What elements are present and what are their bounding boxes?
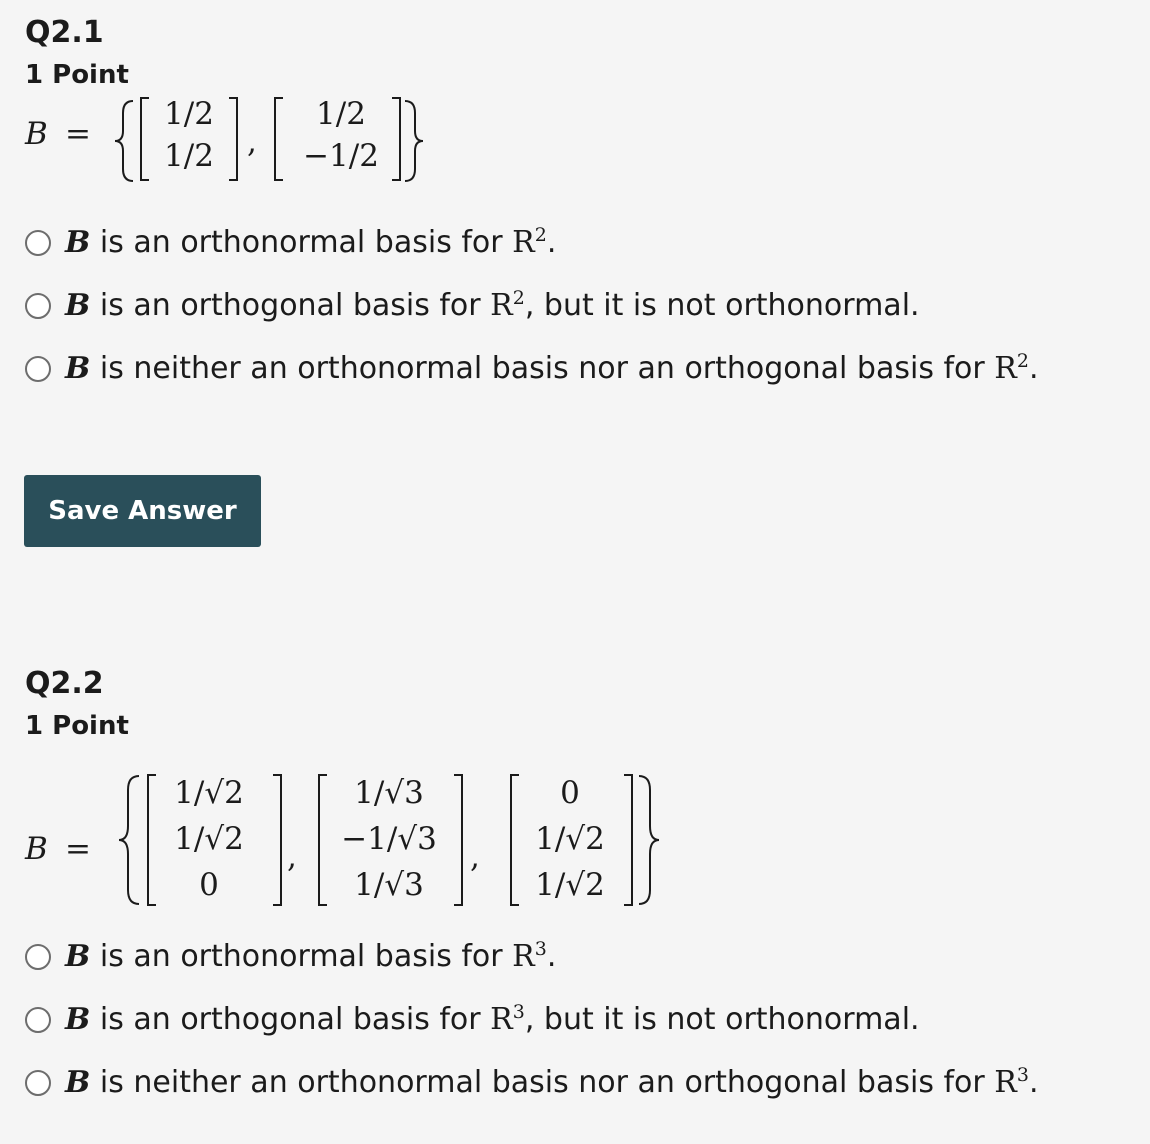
question-title: Q2.2 <box>25 666 104 701</box>
left-brace-icon <box>113 99 135 183</box>
answer-option[interactable] <box>25 274 1135 337</box>
vector-2-entry-2: −1/√3 <box>341 821 437 857</box>
vector-1-entry-3: 0 <box>199 867 219 903</box>
vector-2-entry-2: −1/2 <box>303 138 379 174</box>
vector-separator: , <box>247 124 257 160</box>
vector-2-entry-3: 1/√3 <box>354 867 424 903</box>
vector-separator: , <box>287 839 297 875</box>
radio-button[interactable] <box>25 1007 51 1033</box>
option-label: B is neither an orthonormal basis nor an orthogonal basis for $R^3$. <box>65 1063 1039 1100</box>
left-brace-icon <box>117 774 141 906</box>
answer-option[interactable] <box>25 988 1135 1051</box>
answer-options <box>25 211 1135 400</box>
answer-options <box>25 925 1135 1114</box>
vector-1-entry-2: 1/√2 <box>174 821 244 857</box>
vector-3-entry-1: 0 <box>560 775 580 811</box>
vector-3-entry-3: 1/√2 <box>535 867 605 903</box>
vector-2-entry-1: 1/√3 <box>354 775 424 811</box>
radio-button[interactable] <box>25 293 51 319</box>
vector-1-entry-1: 1/2 <box>164 96 214 132</box>
equals-sign: = <box>65 831 91 867</box>
option-label: B is an orthogonal basis for $R^2$, but it is not orthonormal. <box>65 286 920 323</box>
radio-button[interactable] <box>25 356 51 382</box>
basis-definition <box>25 775 1135 925</box>
answer-option[interactable] <box>25 211 1135 274</box>
left-bracket-icon <box>510 774 520 906</box>
vector-separator: , <box>470 839 480 875</box>
right-brace-icon <box>403 99 425 183</box>
question-2-1 <box>25 14 1135 400</box>
basis-symbol: B <box>25 116 48 152</box>
right-bracket-icon <box>272 774 282 906</box>
right-bracket-icon <box>623 774 633 906</box>
left-bracket-icon <box>318 774 328 906</box>
option-label: B is an orthonormal basis for $R^3$. <box>65 937 557 974</box>
right-bracket-icon <box>453 774 463 906</box>
answer-option[interactable] <box>25 337 1135 400</box>
option-label: B is an orthonormal basis for $R^2$. <box>65 223 557 260</box>
basis-symbol: B <box>25 831 48 867</box>
radio-button[interactable] <box>25 230 51 256</box>
question-points: 1 Point <box>25 711 129 741</box>
option-label: B is an orthogonal basis for $R^3$, but it is not orthonormal. <box>65 1000 920 1037</box>
left-bracket-icon <box>274 97 284 181</box>
answer-option[interactable] <box>25 925 1135 988</box>
question-title: Q2.1 <box>25 15 104 50</box>
right-brace-icon <box>637 774 661 906</box>
question-points: 1 Point <box>25 60 129 90</box>
vector-1-entry-1: 1/√2 <box>174 775 244 811</box>
basis-definition <box>25 96 1135 211</box>
left-bracket-icon <box>140 97 150 181</box>
answer-option[interactable] <box>25 1051 1135 1114</box>
vector-3-entry-2: 1/√2 <box>535 821 605 857</box>
save-answer-button[interactable]: Save Answer <box>24 475 261 547</box>
radio-button[interactable] <box>25 944 51 970</box>
equals-sign: = <box>65 116 91 152</box>
vector-1-entry-2: 1/2 <box>164 138 214 174</box>
right-bracket-icon <box>228 97 238 181</box>
question-2-2 <box>25 665 1135 1114</box>
right-bracket-icon <box>391 97 401 181</box>
radio-button[interactable] <box>25 1070 51 1096</box>
option-label: B is neither an orthonormal basis nor an orthogonal basis for $R^2$. <box>65 349 1039 386</box>
left-bracket-icon <box>147 774 157 906</box>
vector-2-entry-1: 1/2 <box>316 96 366 132</box>
